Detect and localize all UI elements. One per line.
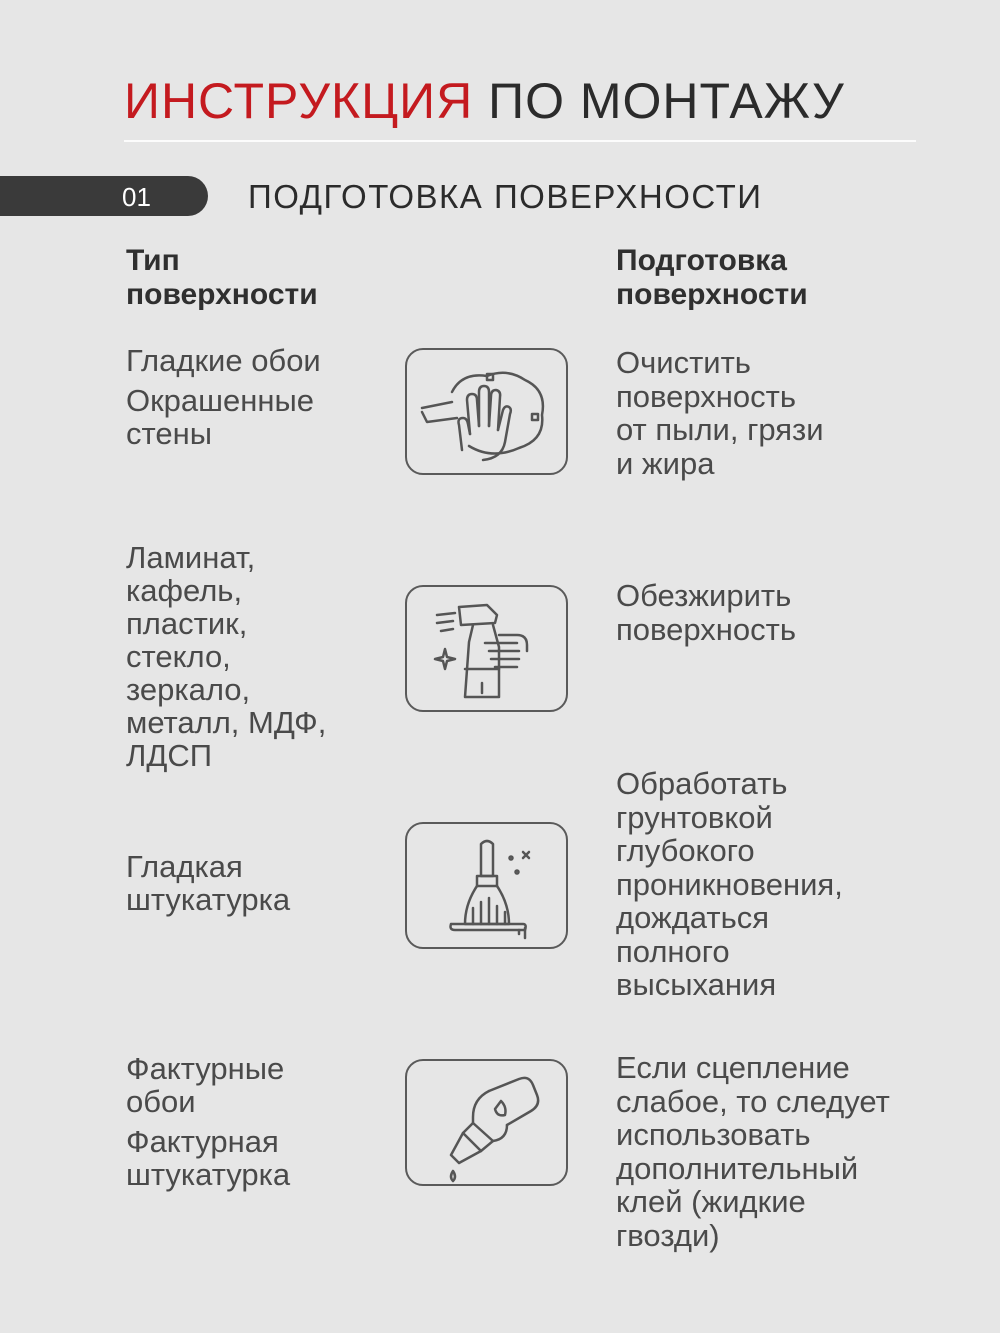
prep-line: полного (616, 933, 730, 969)
surface-prep-2 (616, 579, 946, 646)
prep-line: Если сцепление (616, 1050, 850, 1085)
column-header-surface-type (126, 244, 426, 312)
surface-line: пластик, (126, 606, 248, 641)
surface-line: металл, МДФ, (126, 705, 327, 740)
prep-line: проникновения, (616, 866, 843, 902)
prep-line: дождаться (616, 900, 770, 935)
prep-line: использовать (616, 1117, 811, 1152)
surface-line: ЛДСП (126, 738, 213, 773)
prep-line: поверхность (616, 378, 796, 414)
icon-box-2 (405, 585, 568, 712)
icon-box-1 (405, 348, 568, 475)
surface-line: штукатурка (126, 1157, 291, 1192)
column-header-line: Тип (126, 244, 180, 277)
paint-brush-icon (407, 824, 570, 951)
prep-line: высыхания (616, 967, 777, 1002)
prep-line: клей (жидкие (616, 1184, 806, 1219)
prep-line: Обработать (616, 766, 788, 801)
surface-line: стены (126, 416, 212, 451)
surface-prep-4 (616, 1051, 946, 1252)
surface-type-4 (126, 1052, 396, 1191)
column-header-line: поверхности (616, 278, 808, 311)
prep-line: Обезжирить (616, 578, 792, 613)
column-header-line: Подготовка (616, 244, 787, 277)
column-header-line: поверхности (126, 278, 318, 311)
surface-line: стекло, (126, 639, 231, 674)
title-rest: ПО МОНТАЖУ (488, 73, 845, 129)
surface-prep-1 (616, 346, 946, 480)
surface-line: Фактурная (126, 1124, 279, 1159)
glue-tube-icon (407, 1061, 570, 1188)
prep-line: глубокого (616, 833, 755, 868)
prep-line: от пыли, грязи (616, 412, 824, 447)
title-accent: ИНСТРУКЦИЯ (124, 73, 474, 129)
surface-type-2 (126, 541, 396, 772)
surface-line: Гладкие обои (126, 343, 321, 378)
prep-line: гвозди) (616, 1217, 720, 1253)
surface-line: Окрашенные (126, 383, 315, 418)
surface-line: кафель, (126, 573, 243, 608)
surface-type-1 (126, 344, 396, 450)
surface-line: зеркало, (126, 672, 251, 707)
surface-line: обои (126, 1084, 196, 1119)
surface-line: Ламинат, (126, 540, 256, 575)
spray-bottle-icon (407, 587, 570, 714)
surface-prep-3 (616, 767, 946, 1002)
prep-line: слабое, то следует (616, 1083, 890, 1119)
title-divider (124, 140, 916, 142)
icon-box-3 (405, 822, 568, 949)
prep-line: дополнительный (616, 1150, 859, 1186)
page-title (124, 72, 845, 130)
step-number: 01 (122, 182, 151, 212)
column-header-surface-prep (616, 244, 916, 312)
prep-line: поверхность (616, 611, 796, 647)
surface-type-3 (126, 850, 396, 916)
surface-line: Фактурные (126, 1051, 285, 1086)
hand-wiping-icon (407, 350, 570, 477)
icon-box-4 (405, 1059, 568, 1186)
prep-line: грунтовкой (616, 799, 773, 835)
step-title: ПОДГОТОВКА ПОВЕРХНОСТИ (248, 178, 763, 215)
surface-line: штукатурка (126, 882, 291, 917)
surface-line: Гладкая (126, 849, 243, 884)
prep-line: и жира (616, 445, 715, 481)
prep-line: Очистить (616, 345, 751, 380)
step-badge (0, 176, 208, 216)
